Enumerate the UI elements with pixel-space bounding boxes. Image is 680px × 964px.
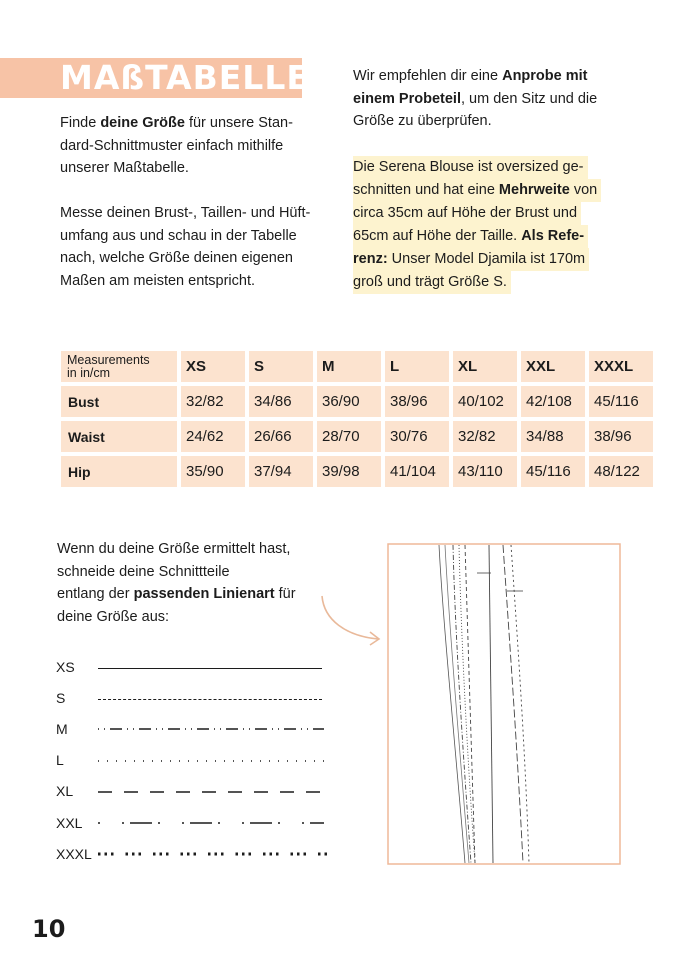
legend-label-m: M	[56, 721, 68, 737]
legend-label-xl: XL	[56, 783, 74, 799]
fit-text: Die Serena Blouse ist oversized ge-	[353, 159, 584, 175]
instruction-bold: passenden Linienart	[133, 586, 275, 602]
highlight-line	[353, 225, 588, 248]
fit-info-paragraph	[353, 156, 663, 294]
table-cell: 24/62	[181, 421, 245, 452]
size-header: XXXL	[589, 351, 653, 382]
pattern-frame	[388, 544, 620, 864]
cutting-instructions	[57, 538, 347, 628]
recommendation-paragraph	[353, 65, 653, 133]
instruction-text: Wenn du deine Größe ermittelt hast,	[57, 541, 291, 557]
fit-text: groß und trägt Größe S.	[353, 274, 507, 290]
intro-text: Finde	[60, 115, 101, 131]
row-label: Hip	[61, 456, 177, 487]
row-label: Waist	[61, 421, 177, 452]
highlight-line	[353, 156, 588, 179]
highlight-line	[353, 248, 589, 271]
table-cell: 28/70	[317, 421, 381, 452]
size-header: XS	[181, 351, 245, 382]
fit-text: von	[569, 182, 598, 198]
table-row	[61, 386, 653, 417]
fit-bold: renz:	[353, 251, 388, 267]
table-row	[61, 456, 653, 487]
highlight-line	[353, 271, 511, 294]
instruction-text: entlang der	[57, 586, 134, 602]
fit-bold: Mehrweite	[498, 182, 570, 198]
legend-label-s: S	[56, 690, 66, 706]
intro-text: Maßen am meisten entspricht.	[60, 272, 256, 289]
table-cell: 43/110	[453, 456, 517, 487]
table-cell: 41/104	[385, 456, 449, 487]
table-cell: 38/96	[385, 386, 449, 417]
table-cell: 34/88	[521, 421, 585, 452]
table-cell: 32/82	[181, 386, 245, 417]
legend-label-xxl: XXL	[56, 815, 83, 831]
size-header: XL	[453, 351, 517, 382]
table-cell: 48/122	[589, 456, 653, 487]
page-title: MAßTABELLE	[60, 58, 310, 97]
table-header-row	[61, 351, 653, 382]
size-header: L	[385, 351, 449, 382]
table-cell: 26/66	[249, 421, 313, 452]
legend-label-l: L	[56, 752, 64, 768]
line-sample-l	[98, 756, 324, 766]
recommendation-text: Größe zu überprüfen.	[353, 113, 492, 129]
recommendation-bold: einem Probeteil	[353, 90, 461, 107]
line-sample-xs	[98, 668, 322, 669]
line-sample-s	[98, 699, 322, 700]
instruction-text: deine Größe aus:	[57, 608, 170, 625]
size-header: XXL	[521, 351, 585, 382]
instruction-text: für	[274, 586, 296, 602]
highlight-line	[353, 179, 601, 202]
legend-label-xs: XS	[56, 659, 75, 675]
intro-text: für unsere Stan-	[184, 115, 293, 131]
table-cell: 35/90	[181, 456, 245, 487]
fit-text: 65cm auf Höhe der Taille.	[353, 228, 522, 244]
size-header: S	[249, 351, 313, 382]
intro-paragraph-1	[60, 112, 330, 180]
line-sample-xxl	[98, 818, 324, 828]
table-corner-cell	[61, 351, 177, 382]
intro-bold: deine Größe	[100, 115, 185, 131]
table-cell: 38/96	[589, 421, 653, 452]
page-number: 10	[32, 915, 66, 943]
size-header: M	[317, 351, 381, 382]
fit-text: schnitten und hat eine	[353, 182, 499, 198]
intro-text: unserer Maßtabelle.	[60, 160, 189, 176]
legend-label-xxxl: XXXL	[56, 846, 92, 862]
line-sample-m	[98, 724, 324, 734]
table-cell: 42/108	[521, 386, 585, 417]
table-cell: 45/116	[589, 386, 653, 417]
table-cell: 37/94	[249, 456, 313, 487]
table-cell: 34/86	[249, 386, 313, 417]
fit-text: circa 35cm auf Höhe der Brust und	[353, 205, 578, 221]
intro-text: nach, welche Größe deinen eigenen	[60, 250, 293, 266]
highlight-line	[353, 202, 581, 225]
table-cell: 32/82	[453, 421, 517, 452]
corner-line: in in/cm	[67, 365, 111, 380]
recommendation-bold: Anprobe mit	[502, 68, 588, 84]
intro-text: dard-Schnittmuster einfach mithilfe	[60, 137, 284, 154]
recommendation-text: Wir empfehlen dir eine	[353, 68, 503, 84]
line-sample-xl	[98, 787, 324, 797]
intro-text: umfang aus und schau in der Tabelle	[60, 227, 297, 244]
recommendation-text: , um den Sitz und die	[460, 90, 598, 107]
table-cell: 39/98	[317, 456, 381, 487]
table-cell: 45/116	[521, 456, 585, 487]
line-sample-xxxl	[98, 849, 330, 859]
table-cell: 40/102	[453, 386, 517, 417]
pattern-illustration	[387, 543, 623, 867]
intro-paragraph-2	[60, 202, 340, 292]
table-row	[61, 421, 653, 452]
fit-text: Unser Model Djamila ist 170m	[387, 251, 586, 267]
fit-bold: Als Refe-	[521, 228, 585, 244]
row-label: Bust	[61, 386, 177, 417]
size-chart-table	[57, 347, 657, 491]
corner-line: Measurements	[67, 352, 150, 367]
instruction-text: schneide deine Schnittteile	[57, 563, 230, 580]
intro-text: Messe deinen Brust-, Taillen- und Hüft-	[60, 205, 311, 221]
curved-arrow-icon	[316, 592, 388, 650]
table-cell: 30/76	[385, 421, 449, 452]
table-cell: 36/90	[317, 386, 381, 417]
